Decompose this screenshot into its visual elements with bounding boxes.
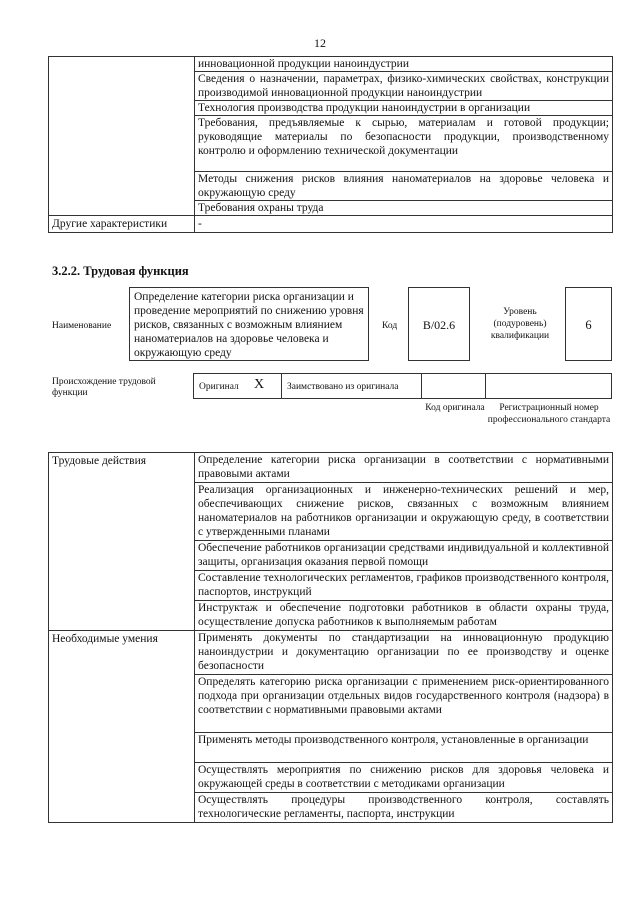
actions-skills-table — [48, 452, 613, 823]
origin-row — [193, 373, 612, 399]
skill-item: Применять методы производственного контроля, установленные в организации — [198, 734, 589, 746]
actions-label: Трудовые действия — [52, 455, 147, 467]
original-code-cell — [422, 374, 486, 398]
knowledge-row: Сведения о назначении, параметрах, физико-химических свойствах, конструкции производимой инновационной продукции наноиндустрии — [198, 73, 609, 99]
section-title: 3.2.2. Трудовая функция — [52, 264, 189, 278]
action-item: Обеспечение работников организации средствами индивидуальной и коллективной защиты, организация оказания первой помощи — [198, 542, 609, 568]
knowledge-row: Технология производства продукции наноиндустрии в организации — [198, 102, 531, 114]
original-mark: X — [254, 377, 265, 392]
level-value: 6 — [565, 287, 612, 361]
origin-label: Происхождение трудовой функции — [52, 377, 156, 398]
other-characteristics-value: - — [198, 218, 202, 230]
knowledge-row: Требования охраны труда — [198, 202, 324, 214]
action-item: Реализация организационных и инженерно-технических решений и мер, обеспечивающих снижение рисков, связанных с возможным влиянием наноматериалов на работников организации и окружающую среду, в соответствии с утвержденными планами — [198, 484, 609, 538]
action-item: Составление технологических регламентов, графиков производственного контроля, паспортов, инструкций — [198, 572, 609, 598]
registration-caption: Регистрационный номер профессионального стандарта — [487, 403, 611, 425]
registration-number-cell — [486, 374, 611, 398]
knowledge-row: Методы снижения рисков влияния наноматериалов на здоровье человека и окружающую среду — [198, 173, 609, 199]
original-label: Оригинал — [199, 382, 239, 392]
code-caption: Код оригинала — [425, 403, 485, 413]
original-cell — [194, 374, 282, 398]
skill-item: Осуществлять мероприятия по снижению рисков для здоровья человека и окружающей среды в соответствии с методиками организации — [198, 764, 609, 790]
skill-item: Осуществлять процедуры производственного контроля, составлять технологические регламенты, паспорта, инструкции — [198, 794, 609, 820]
knowledge-label-cell — [49, 57, 195, 216]
name-label: Наименование — [52, 321, 112, 331]
page-number: 12 — [314, 36, 326, 50]
other-characteristics-label: Другие характеристики — [52, 218, 168, 230]
knowledge-row: Требования, предъявляемые к сырью, материалам и готовой продукции; руководящие материалы по безопасности продукции, производственному контролю и оформлению технической документации — [198, 117, 609, 157]
action-item: Инструктаж и обеспечение подготовки работников в области охраны труда, осуществление допуска работников к выполняемым работам — [198, 602, 609, 628]
skill-item: Определять категорию риска организации с применением риск-ориентированного подхода при организации отдельных видов государственного контроля (надзора) в соответствии с нормативными правовыми актами — [198, 676, 609, 716]
function-code: B/02.6 — [408, 287, 470, 361]
action-item: Определение категории риска организации в соответствии с нормативными правовыми актами — [198, 454, 609, 480]
function-name: Определение категории риска организации и проведение мероприятий по снижению уровня рисков, связанных с возможным влиянием наноматериалов на здоровье человека и окружающую среду — [129, 287, 369, 361]
borrowed-label: Заимствовано из оригинала — [287, 382, 399, 392]
level-label: Уровень (подуровень) квалификации — [490, 307, 550, 341]
code-label: Код — [382, 321, 398, 331]
skills-label: Необходимые умения — [52, 633, 158, 645]
knowledge-table — [48, 56, 613, 233]
knowledge-row: инновационной продукции наноиндустрии — [198, 58, 409, 70]
borrowed-cell — [282, 374, 422, 398]
skill-item: Применять документы по стандартизации на инновационную продукцию наноиндустрии и документацию организации по ее производству и оценке безопасности — [198, 632, 609, 672]
